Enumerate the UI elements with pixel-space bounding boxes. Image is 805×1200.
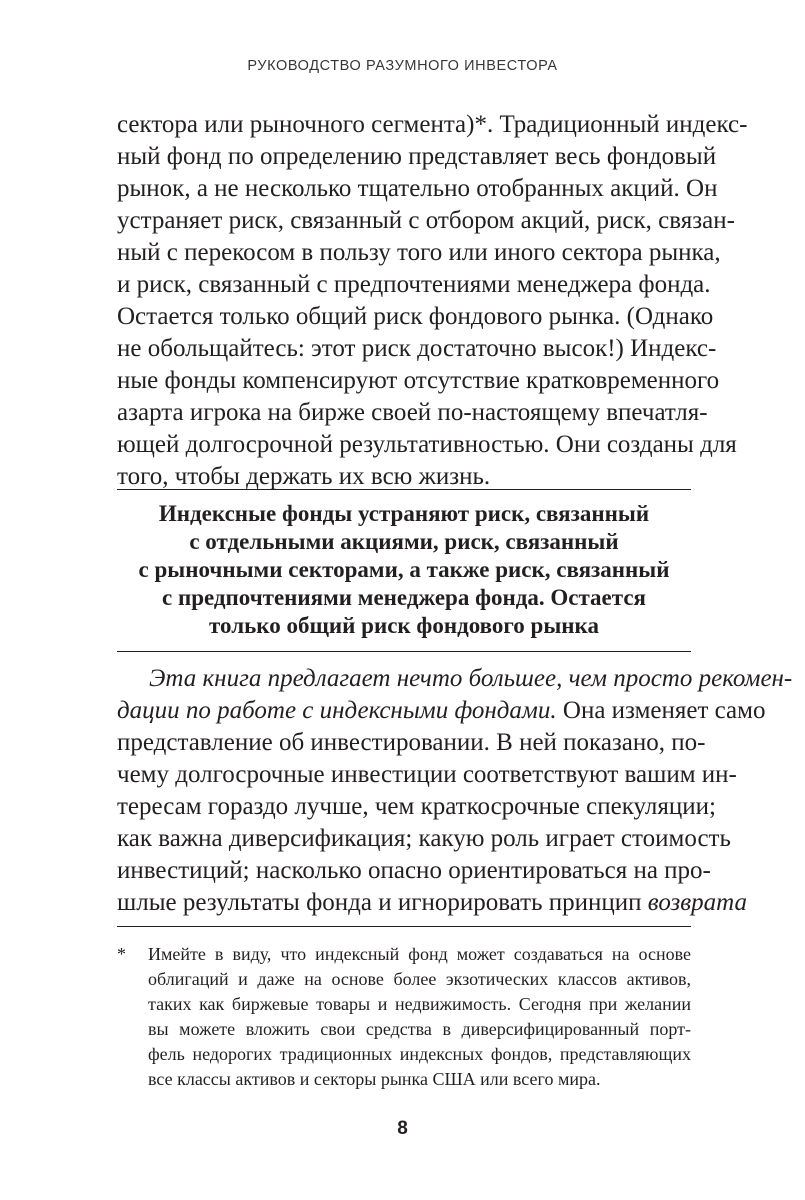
body-text-line: чему долгосрочные инвестиции соответствуют вашим ин- xyxy=(117,761,737,788)
body-text-line: рынок, а не несколько тщательно отобранных акций. Он xyxy=(117,175,718,202)
body-text-line: устраняет риск, связанный с отбором акций, риск, связан- xyxy=(117,207,735,234)
italic-text: возврата xyxy=(647,889,747,916)
pull-quote-line: только общий риск фондового рынка xyxy=(209,613,599,638)
footnote-line: Имейте в виду, что индексный фонд может создаваться на основе xyxy=(148,944,691,964)
body-text-line: ющей долгосрочной результативностью. Они созданы для xyxy=(117,431,737,458)
body-text-span: шлые результаты фонда и игнорировать принцип xyxy=(117,889,642,916)
pull-quote-line: с предпочтениями менеджера фонда. Остается xyxy=(162,585,646,610)
body-text-line xyxy=(117,887,747,919)
body-text-line: ный фонд по определению представляет весь фондовый xyxy=(117,143,717,170)
body-text-line: того, чтобы держать их всю жизнь. xyxy=(117,463,491,490)
body-text-line: азарта игрока на бирже своей по-настоящему впечатля- xyxy=(117,399,708,426)
italic-text: дации по работе с индексными фондами. xyxy=(117,697,557,724)
body-text-line: представление об инвестировании. В ней показано, по- xyxy=(117,729,706,756)
footnote-line: облигаций и даже на основе более экзотических классов активов, xyxy=(148,969,691,989)
pull-quote-line: Индексные фонды устраняют риск, связанный xyxy=(158,501,650,526)
footnote-marker: * xyxy=(117,944,126,964)
body-text-line: не обольщайтесь: этот риск достаточно высок!) Индекс- xyxy=(117,335,717,362)
page-number: 8 xyxy=(397,1118,408,1139)
pull-quote-top-rule xyxy=(117,489,691,490)
pull-quote-line: с рыночными секторами, а также риск, связанный xyxy=(138,557,670,582)
footnote-line: фель недорогих традиционных индексных фондов, представляющих xyxy=(148,1044,691,1064)
body-text-line: и риск, связанный с предпочтениями менеджера фонда. xyxy=(117,271,711,298)
pull-quote-bottom-rule xyxy=(117,651,691,652)
footnote-rule xyxy=(117,926,691,927)
italic-text: Эта книга предлагает нечто большее, чем просто рекомен- xyxy=(149,665,793,692)
body-text-line: сектора или рыночного сегмента)*. Традиционный индекс- xyxy=(117,111,748,138)
body-text-line: как важна диверсификация; какую роль играет стоимость xyxy=(117,825,731,852)
body-text-line: инвестиций; насколько опасно ориентироваться на про- xyxy=(117,857,711,884)
body-text-span: Она изменяет само xyxy=(556,697,766,724)
footnote-line: таких как биржевые товары и недвижимость. Сегодня при желании xyxy=(148,994,691,1014)
running-head: РУКОВОДСТВО РАЗУМНОГО ИНВЕСТОРА xyxy=(247,58,558,74)
body-text-line xyxy=(149,663,793,695)
footnote-line: вы можете вложить свои средства в диверсифицированный порт- xyxy=(148,1019,691,1039)
pull-quote-line: с отдельными акциями, риск, связанный xyxy=(189,529,619,554)
body-text-line: Остается только общий риск фондового рынка. (Однако xyxy=(117,303,714,330)
body-text-line: тересам гораздо лучше, чем краткосрочные спекуляции; xyxy=(117,793,716,820)
body-text-line xyxy=(117,695,766,727)
body-text-line: ные фонды компенсируют отсутствие кратковременного xyxy=(117,367,720,394)
footnote-line: все классы активов и секторы рынка США или всего мира. xyxy=(148,1069,601,1089)
body-text-line: ный с перекосом в пользу того или иного сектора рынка, xyxy=(117,239,721,266)
